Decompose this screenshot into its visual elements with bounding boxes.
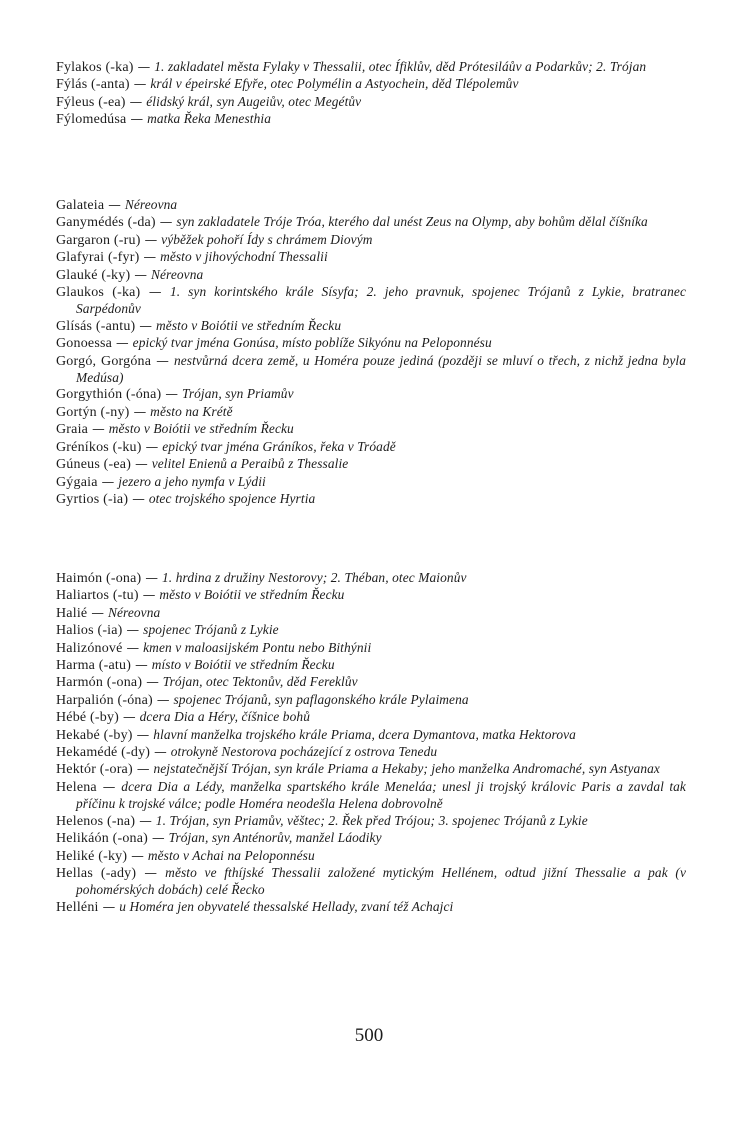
entry-separator: — [88,421,109,437]
entry-separator: — [125,93,147,109]
entry-separator: — [151,352,174,368]
entry-headword: Gargaron (-ru) [56,232,141,248]
dictionary-entry [56,657,686,674]
entry-definition: otrokyně Nestorova pocházející z ostrova Tenedu [170,744,438,760]
dictionary-entry [56,439,686,456]
entry-headword: Fýleus (-ea) [56,94,126,110]
entry-definition: syn zakladatele Tróje Tróa, kterého dal unést Zeus na Olymp, aby bohům dělal číšníka [176,214,648,230]
entry-separator: — [87,604,108,620]
dictionary-entry [56,830,686,847]
entry-definition: u Homéra jen obyvatelé thessalské Hellady, zvaní též Achajci [119,898,454,914]
entry-headword: Haliartos (-tu) [56,588,139,604]
entry-separator: — [97,473,119,489]
entry-definition: výběžek pohoří Ídy s chrámem Diovým [161,231,373,247]
entry-definition: dcera Dia a Héry, číšnice bohů [139,709,310,725]
entry-definition: nestvůrná dcera země, u Homéra pouze jediná (později se mluví o třech, z nichž jedna byla Medúsa) [76,352,686,386]
dictionary-entry [56,813,686,830]
entry-separator: — [104,197,125,212]
dictionary-entry [56,214,686,231]
dictionary-entry [56,318,686,335]
entry-headword: Helenos (-na) [56,813,136,829]
entry-headword: Galateia [56,198,105,213]
entry-headword: Fylakos (-ka) [56,60,134,75]
entry-headword: Fýlás (-anta) [56,77,130,93]
dictionary-entry [56,456,686,473]
entry-headword: Hébé (-by) [56,710,120,726]
dictionary-entry [56,353,686,387]
entry-headword: Harpalión (-óna) [56,692,153,708]
entry-headword: Gorgó, Gorgóna [56,353,152,369]
entry-separator: — [122,622,144,638]
dictionary-entry [56,692,686,709]
entry-headword: Hellas (-ady) [56,865,137,881]
entry-separator: — [127,847,148,863]
dictionary-entry [56,386,686,403]
entry-definition: 1. hrdina z družiny Nestorovy; 2. Théban, otec Maionův [162,570,467,585]
entry-headword: Glaukos (-ka) [56,285,141,301]
dictionary-entry [56,59,686,76]
entry-definition: město na Krétě [150,403,233,419]
dictionary-entry [56,249,686,266]
entry-definition: epický tvar jména Gonúsa, místo poblíže Sikyónu na Peloponnésu [132,335,492,351]
entry-definition: 1. Trójan, syn Priamův, věštec; 2. Řek před Trójou; 3. spojenec Trójanů z Lykie [155,812,588,828]
entry-headword: Hekamédé (-dy) [56,745,151,761]
entry-separator: — [140,284,170,300]
entry-definition: Néreovna [150,266,204,282]
entry-headword: Gúneus (-ea) [56,457,132,473]
entry-separator: — [155,214,177,230]
entry-definition: město v Boiótii ve středním Řecku [108,421,294,437]
entry-definition: město ve fthíjské Thessalii založené mytickým Hellénem, odtud jižní Thessalie a pak (v pohomérských dobách) celé Řecko [76,864,686,898]
entry-separator: — [152,691,174,707]
entry-separator: — [129,403,151,419]
dictionary-entry [56,232,686,249]
entry-headword: Gréníkos (-ku) [56,439,142,455]
entry-separator: — [141,438,163,454]
entry-separator: — [129,76,151,92]
entry-separator: — [141,570,163,585]
dictionary-entry [56,76,686,93]
entry-definition: město v Boiótii ve středním Řecku [156,317,342,333]
dictionary-entry [56,421,686,438]
dictionary-entry [56,761,686,778]
dictionary-entry [56,94,686,111]
dictionary-entry [56,640,686,657]
entry-definition: místo v Boiótii ve středním Řecku [151,657,335,673]
entry-definition: velitel Enienů a Peraibů z Thessalie [151,456,349,472]
entry-headword: Graia [56,422,89,438]
entry-headword: Glauké (-ky) [56,267,131,283]
entry-separator: — [133,59,155,74]
entry-separator: — [150,744,171,760]
dictionary-entry [56,474,686,491]
entry-separator: — [112,335,133,351]
entry-separator: — [136,864,166,880]
entry-definition: město v Achai na Peloponnésu [147,847,315,863]
entry-separator: — [135,812,156,828]
dictionary-entry [56,709,686,726]
entry-definition: kmen v maloasijském Pontu nebo Bithýnii [143,639,372,655]
entry-headword: Glísás (-antu) [56,318,136,334]
entry-headword: Gonoessa [56,336,113,352]
entry-definition: epický tvar jména Gráníkos, řeka v Tróadě [162,438,396,454]
dictionary-entry [56,848,686,865]
entry-separator: — [138,587,160,603]
entry-definition: spojenec Trójanů, syn paflagonského krále Pylaimena [173,691,469,707]
entry-separator: — [122,639,144,655]
section-g [56,197,686,508]
entry-separator: — [131,456,152,472]
entry-definition: matka Řeka Menesthia [147,111,272,127]
entry-separator: — [98,898,120,914]
entry-headword: Helléni [56,899,99,915]
entry-definition: Trójan, otec Tektonův, děd Fereklův [162,674,358,690]
page-number: 500 [354,1025,384,1046]
section-f [56,59,686,129]
dictionary-entry [56,111,686,128]
dictionary-entry [56,865,686,899]
entry-definition: 1. syn korintského krále Sísyfa; 2. jeho pravnuk, spojenec Trójanů z Lykie, bratranec Sarpédonův [76,284,686,317]
entry-headword: Gortýn (-ny) [56,404,130,420]
entry-headword: Hekabé (-by) [56,727,133,743]
entry-definition: Trójan, syn Priamův [182,386,294,402]
entry-headword: Fýlomedúsa [56,112,127,128]
entry-separator: — [148,830,169,846]
entry-separator: — [96,778,122,794]
dictionary-entry [56,899,686,916]
entry-definition: jezero a jeho nymfa v Lýdii [118,473,266,489]
entry-separator: — [132,726,154,742]
dictionary-entry [56,605,686,622]
entry-separator: — [130,266,151,282]
entry-definition: élidský král, syn Augeiův, otec Megétův [146,93,362,109]
entry-headword: Ganymédés (-da) [56,215,156,231]
entry-separator: — [140,231,162,247]
entry-definition: město v jihovýchodní Thessalii [160,249,328,265]
entry-definition: otec trojského spojence Hyrtia [148,490,316,506]
entry-headword: Halios (-ia) [56,623,123,639]
entry-definition: město v Boiótii ve středním Řecku [159,587,345,603]
entry-headword: Glafyrai (-fyr) [56,250,140,266]
entry-headword: Helena [56,779,97,795]
entry-separator: — [126,111,148,127]
dictionary-entry [56,744,686,761]
dictionary-entry [56,570,686,587]
dictionary-entry [56,284,686,318]
entry-definition: nejstatečnější Trójan, syn krále Priama a Hekaby; jeho manželka Andromaché, syn Astyanax [153,761,660,777]
entry-headword: Heliké (-ky) [56,848,128,864]
entry-definition: Trójan, syn Anténorův, manžel Láodiky [168,830,382,846]
entry-headword: Haimón (-ona) [56,571,142,586]
entry-separator: — [131,657,152,673]
entry-definition: Néreovna [107,604,161,620]
section-h [56,570,686,916]
dictionary-entry [56,491,686,508]
dictionary-entry [56,674,686,691]
entry-headword: Halizónové [56,640,123,656]
entry-headword: Harmón (-ona) [56,675,143,691]
entry-headword: Gýgaia [56,474,98,490]
dictionary-entry [56,622,686,639]
entry-definition: král v épeirské Efyře, otec Polymélin a Astyochein, děd Tlépolemův [150,76,519,92]
entry-headword: Halié [56,605,88,621]
entry-headword: Gyrtios (-ia) [56,491,129,507]
entry-definition: spojenec Trójanů z Lykie [143,622,279,638]
dictionary-entry [56,197,686,214]
entry-headword: Helikáón (-ona) [56,831,149,847]
dictionary-entry [56,335,686,352]
entry-headword: Hektór (-ora) [56,762,133,778]
entry-definition: dcera Dia a Lédy, manželka spartského krále Meneláa; unesl ji trojský královic Paris a zavdal tak příčinu k trojské válce; podle Homéra neodešla Helena dobrovolně [76,778,686,812]
entry-definition: 1. zakladatel města Fylaky v Thessalii, otec Ífiklův, děd Prótesiláův a Podarkův; 2. Trójan [154,59,647,74]
dictionary-entry [56,779,686,813]
entry-separator: — [119,709,140,725]
dictionary-entry [56,727,686,744]
entry-separator: — [132,761,154,777]
dictionary-entry [56,404,686,421]
entry-definition: Néreovna [124,197,178,212]
entry-separator: — [135,317,156,333]
entry-headword: Gorgythión (-óna) [56,387,162,403]
entry-headword: Harma (-atu) [56,658,132,674]
entry-separator: — [128,490,149,506]
entry-separator: — [161,386,183,402]
dictionary-entry [56,267,686,284]
entry-separator: — [142,674,163,690]
dictionary-entry [56,587,686,604]
entry-separator: — [139,249,161,265]
entry-definition: hlavní manželka trojského krále Priama, dcera Dymantova, matka Hektorova [153,726,576,742]
